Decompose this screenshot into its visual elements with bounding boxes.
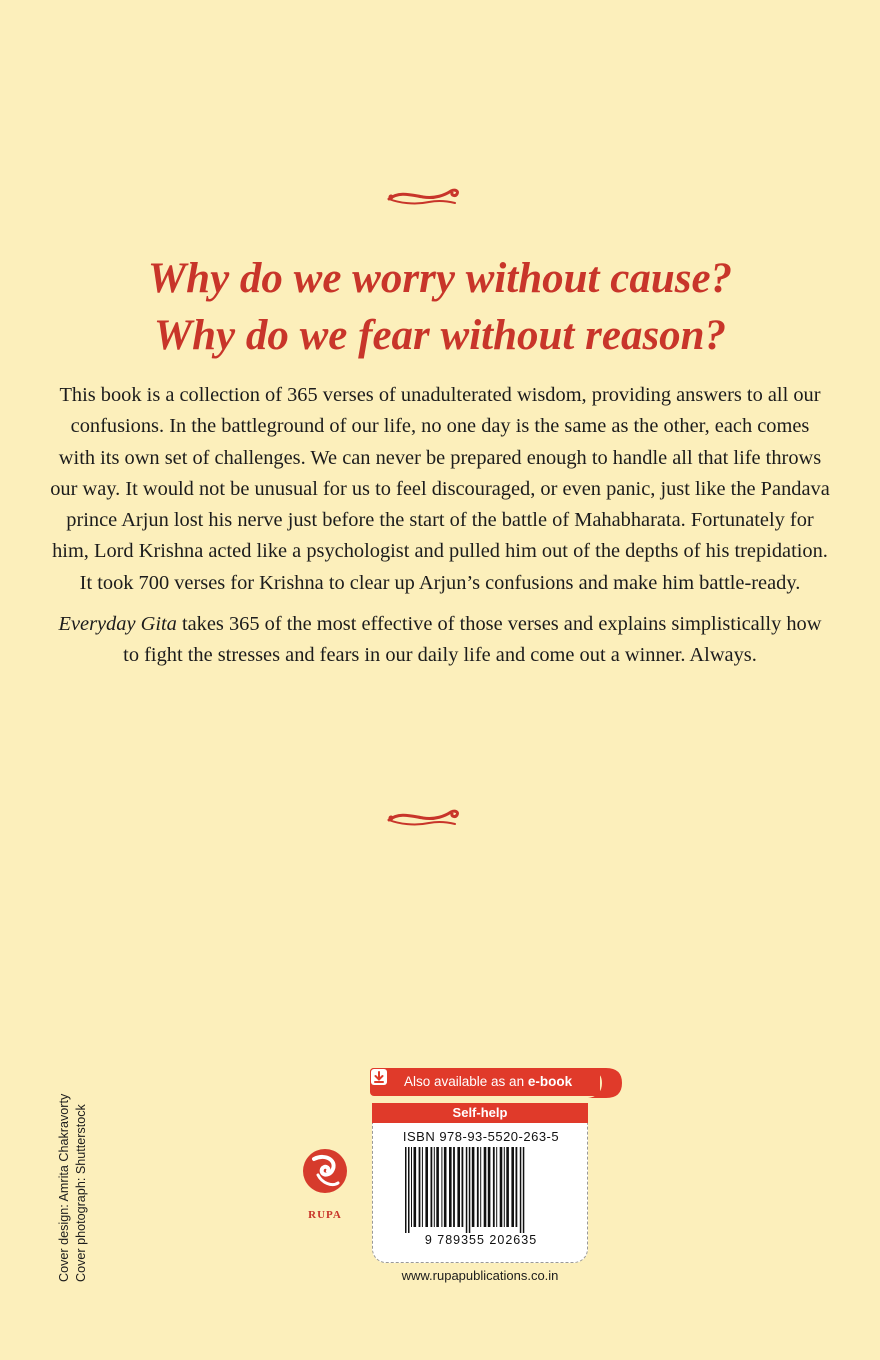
headline-line-1: Why do we worry without cause? [147,255,733,302]
barcode-bar [457,1147,460,1227]
publisher-name: RUPA [308,1209,342,1221]
barcode-bar [477,1147,479,1227]
download-icon [370,1068,388,1086]
blurb-paragraph-2-text: takes 365 of the most effective of those verses and explains simplistically how to fight the stresses and fears in our daily life and come out a winner. Always. [123,613,822,667]
barcode-bar [431,1147,433,1227]
barcode-bar [436,1147,439,1227]
barcode-bar [520,1147,522,1233]
barcode-bar [493,1147,495,1227]
ebook-label-prefix: Also available as an [404,1074,528,1089]
barcode-bar [506,1147,509,1227]
barcode-bar [511,1147,514,1227]
cover-design-credit: Cover design: Amrita Chakravorty [57,1093,71,1282]
isbn-label: ISBN 978-93-5520-263-5 [402,1129,560,1144]
barcode-bar [408,1147,410,1233]
barcode-bar [444,1147,447,1227]
ebook-label-emphasis: e-book [527,1074,573,1089]
barcode-bar [488,1147,491,1227]
barcode-bar [480,1147,481,1227]
publisher-website: www.rupapublications.co.in [401,1268,559,1283]
book-title: Everyday Gita [58,613,177,636]
barcode-bar [523,1147,525,1233]
barcode-bar [472,1147,475,1227]
barcode-bar [500,1147,503,1227]
ebook-banner [370,1068,622,1098]
bottom-flourish-ornament [385,806,461,830]
barcode-bar [422,1147,423,1227]
blurb-paragraph-1: This book is a collection of 365 verses of unadulterated wisdom, providing answers to all our confusions. In the battleground of our life, no one day is the same as the other, each comes with its own set of challenges. We can never be prepared enough to handle all that life throws our way. It would not be unusual for us to feel discouraged, or even panic, just like the Pandava prince Arjun lost his nerve just before the start of the battle of Mahabharata. Fortunately for him, Lord Krishna acted like a psychologist and pulled him out of the depths of his trepidation. It took 700 verses for Krishna to clear up Arjun’s confusions and make him battle-ready. [50,384,830,594]
blurb-paragraph-2 [50,609,830,672]
barcode-bar [484,1147,487,1227]
barcode-bar [434,1147,435,1227]
barcode-bar [453,1147,455,1227]
barcode-bar [414,1147,417,1227]
blurb [50,380,830,682]
ebook-label [404,1074,572,1089]
genre-label: Self-help [372,1103,588,1123]
top-flourish-ornament [385,185,461,209]
cover-credits [56,1042,102,1282]
barcode-bar [466,1147,468,1233]
barcode-bar [449,1147,452,1227]
barcode-bar [469,1147,471,1233]
barcode-bar [516,1147,518,1227]
cover-photo-credit: Cover photograph: Shutterstock [74,1104,88,1282]
barcode-bar [425,1147,428,1227]
barcode-bar [405,1147,407,1233]
barcode-bar [419,1147,421,1227]
isbn-barcode [403,1147,559,1233]
headline-line-2: Why do we fear without reason? [153,312,727,359]
barcode-digits: 9 789355 202635 [424,1233,538,1247]
barcode-bar [496,1147,497,1227]
barcode-bar [411,1147,412,1227]
barcode-bar [462,1147,464,1227]
barcode-bar [441,1147,442,1227]
barcode-bar [504,1147,505,1227]
barcode-panel [372,1123,588,1263]
headline [0,250,880,364]
